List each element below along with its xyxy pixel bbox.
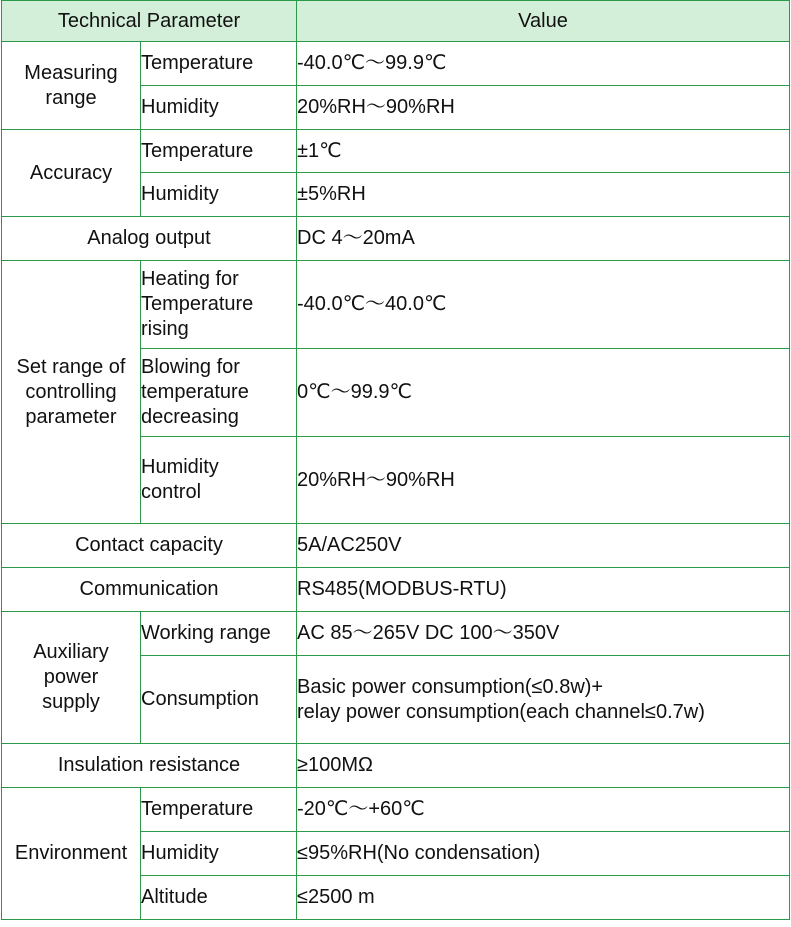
group-environment: Environment (2, 788, 141, 920)
sub-label-line: rising (141, 318, 189, 340)
sub-label-blowing (141, 349, 297, 437)
sub-label-line: Temperature (141, 293, 254, 315)
table-row (2, 217, 790, 261)
table-row (2, 612, 790, 656)
header-parameter: Technical Parameter (2, 1, 297, 42)
label-communication: Communication (2, 568, 297, 612)
value-cell: 5A/AC250V (297, 524, 790, 568)
label-insulation-resistance: Insulation resistance (2, 744, 297, 788)
sub-label: Altitude (141, 876, 297, 920)
header-value: Value (297, 1, 790, 42)
sub-label: Temperature (141, 788, 297, 832)
sub-label: Humidity (141, 86, 297, 130)
group-accuracy: Accuracy (2, 130, 141, 217)
value-line: Basic power consumption(≤0.8w)+ (297, 675, 604, 698)
technical-parameter-table (1, 0, 790, 920)
group-label-line: range (45, 86, 97, 109)
sub-label-line: Humidity (141, 456, 219, 478)
value-cell: RS485(MODBUS-RTU) (297, 568, 790, 612)
group-measuring-range (2, 42, 141, 130)
value-cell: ≤95%RH(No condensation) (297, 832, 790, 876)
group-auxiliary-power-supply (2, 612, 141, 744)
sub-label-line: temperature (141, 381, 249, 403)
group-label-line: parameter (25, 405, 117, 428)
sub-label: Working range (141, 612, 297, 656)
value-cell: ±5%RH (297, 173, 790, 217)
table-row (2, 42, 790, 86)
table-header-row (2, 1, 790, 42)
value-cell: -40.0℃～40.0℃ (297, 261, 790, 349)
value-cell: 0℃～99.9℃ (297, 349, 790, 437)
value-cell: -20℃～+60℃ (297, 788, 790, 832)
table-row (2, 568, 790, 612)
value-cell-consumption (297, 656, 790, 744)
value-cell: -40.0℃～99.9℃ (297, 42, 790, 86)
value-cell: DC 4～20mA (297, 217, 790, 261)
table-row (2, 744, 790, 788)
group-label-line: controlling (25, 380, 117, 403)
value-cell: 20%RH～90%RH (297, 86, 790, 130)
label-analog-output: Analog output (2, 217, 297, 261)
value-cell: AC 85～265V DC 100～350V (297, 612, 790, 656)
sub-label: Temperature (141, 130, 297, 173)
value-cell: ≥100MΩ (297, 744, 790, 788)
sub-label-line: control (141, 481, 202, 503)
value-cell: 20%RH～90%RH (297, 437, 790, 524)
sub-label: Humidity (141, 832, 297, 876)
group-label-line: supply (42, 691, 100, 713)
sub-label: Temperature (141, 42, 297, 86)
sub-label-heating (141, 261, 297, 349)
sub-label-line: decreasing (141, 406, 239, 428)
group-label-line: Measuring (24, 61, 118, 84)
sub-label: Humidity (141, 173, 297, 217)
table-row (2, 788, 790, 832)
sub-label-line: Blowing for (141, 356, 240, 378)
group-set-range (2, 261, 141, 524)
table-row (2, 130, 790, 173)
value-cell: ±1℃ (297, 130, 790, 173)
group-label-line: power (43, 666, 99, 688)
value-cell: ≤2500 m (297, 876, 790, 920)
table-row (2, 524, 790, 568)
group-label-line: Auxiliary (33, 641, 109, 663)
sub-label-line: Heating for (141, 268, 239, 290)
sub-label: Consumption (141, 656, 297, 744)
group-label-line: Set range of (16, 355, 126, 378)
sub-label-humidity-control (141, 437, 297, 524)
table-row (2, 261, 790, 349)
value-line: relay power consumption(each channel≤0.7w) (297, 700, 705, 723)
label-contact-capacity: Contact capacity (2, 524, 297, 568)
